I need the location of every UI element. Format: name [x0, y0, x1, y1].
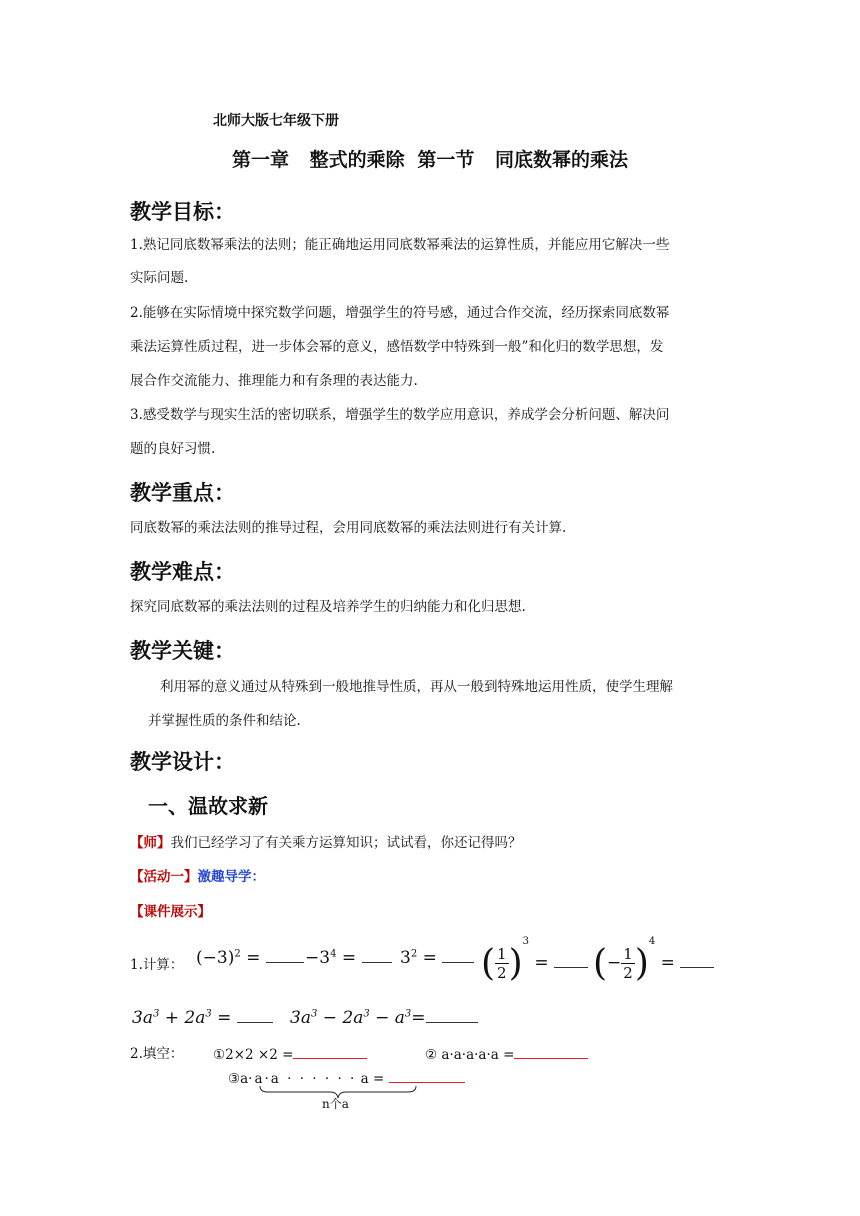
answer-blank[interactable]: [389, 1068, 465, 1083]
objectives-heading: 教学目标：: [130, 200, 235, 224]
section: 第一节: [417, 149, 475, 171]
difficulties-text: 探究同底数幂的乘法法则的过程及培养学生的归纳能力和化归思想.: [130, 599, 526, 615]
q2-item-3: ③a·a·a · · · · · · a =: [228, 1068, 465, 1089]
q2-item-2: ② a·a·a·a·a =: [425, 1044, 588, 1065]
key-points-heading: 教学重点：: [130, 481, 235, 505]
answer-blank[interactable]: [266, 948, 304, 963]
q1-expr-7: $3a^3 - 2a^3 - a^3=$: [290, 1008, 478, 1028]
answer-blank[interactable]: [426, 1008, 478, 1023]
objective-2-line-1: 2.能够在实际情境中探究数学问题，增强学生的符号感，通过合作交流，经历探索同底数幂: [130, 305, 670, 321]
q1-label: 1.计算：: [130, 957, 184, 973]
q1-expr-2: $-3^4$ =: [305, 948, 392, 968]
page-title: [0, 145, 860, 172]
key-line-1: 利用幂的意义通过从特殊到一般地推导性质，再从一般到特殊地运用性质，使学生理解: [160, 679, 673, 695]
activity-label: 【活动一】: [130, 869, 198, 885]
q1-expr-3: $3^2$ =: [400, 948, 474, 968]
q1-expr-5: (− $\frac{1}{2}$ )$^4$ =: [593, 936, 714, 986]
answer-blank[interactable]: [680, 953, 714, 968]
teacher-text: 我们已经学习了有关乘方运算知识；试试看，你还记得吗？: [170, 835, 522, 851]
key-line-2: 并掌握性质的条件和结论.: [148, 713, 301, 729]
header-text: 北师大版七年级下册: [213, 113, 339, 129]
key-heading: 教学关键：: [130, 639, 235, 663]
objective-2-line-3: 展合作交流能力、推理能力和有条理的表达能力.: [130, 373, 418, 389]
q1-expr-4: ( $\frac{1}{2}$ )$^3$ =: [481, 936, 588, 986]
answer-blank[interactable]: [362, 948, 392, 963]
q1-expr-6: $3a^3 + 2a^3$ =: [132, 1008, 273, 1028]
answer-blank[interactable]: [514, 1044, 588, 1059]
objective-1-line-2: 实际问题.: [130, 270, 189, 286]
objective-3-line-2: 题的良好习惯.: [130, 441, 216, 457]
activity-line: [130, 867, 265, 887]
part1-heading: 一、温故求新: [148, 794, 268, 818]
objective-3-line-1: 3.感受数学与现实生活的密切联系，增强学生的数学应用意识，养成学会分析问题、解决问: [130, 407, 670, 423]
chapter: 第一章: [232, 149, 290, 171]
chapter-name: 整式的乘除: [309, 149, 405, 171]
section-name: 同底数幂的乘法: [494, 149, 628, 171]
display-label: 【课件展示】: [130, 904, 211, 920]
q2-label: 2.填空：: [130, 1046, 184, 1062]
answer-blank[interactable]: [554, 953, 588, 968]
teacher-label: 【师】: [130, 835, 171, 851]
answer-blank[interactable]: [442, 948, 474, 963]
teacher-line: [130, 833, 522, 853]
difficulties-heading: 教学难点：: [130, 560, 235, 584]
design-heading: 教学设计：: [130, 750, 235, 774]
objective-1-line-1: 1.熟记同底数幂乘法的法则；能正确地运用同底数幂乘法的运算性质，并能应用它解决一些: [130, 237, 670, 253]
q1-expr-1: $(-3)^2$ =: [196, 948, 304, 968]
q2-item-1: ①2×2 ×2 =: [213, 1044, 367, 1065]
activity-title: 激趣导学：: [197, 869, 265, 885]
answer-blank[interactable]: [293, 1044, 367, 1059]
objective-2-line-2: 乘法运算性质过程，进一步体会幂的意义，感悟数学中特殊到一般”和化归的数学思想，发: [130, 339, 664, 355]
key-points-text: 同底数幂的乘法法则的推导过程，会用同底数幂的乘法法则进行有关计算.: [130, 520, 567, 536]
answer-blank[interactable]: [237, 1008, 273, 1023]
brace-label: n个a: [322, 1097, 349, 1111]
